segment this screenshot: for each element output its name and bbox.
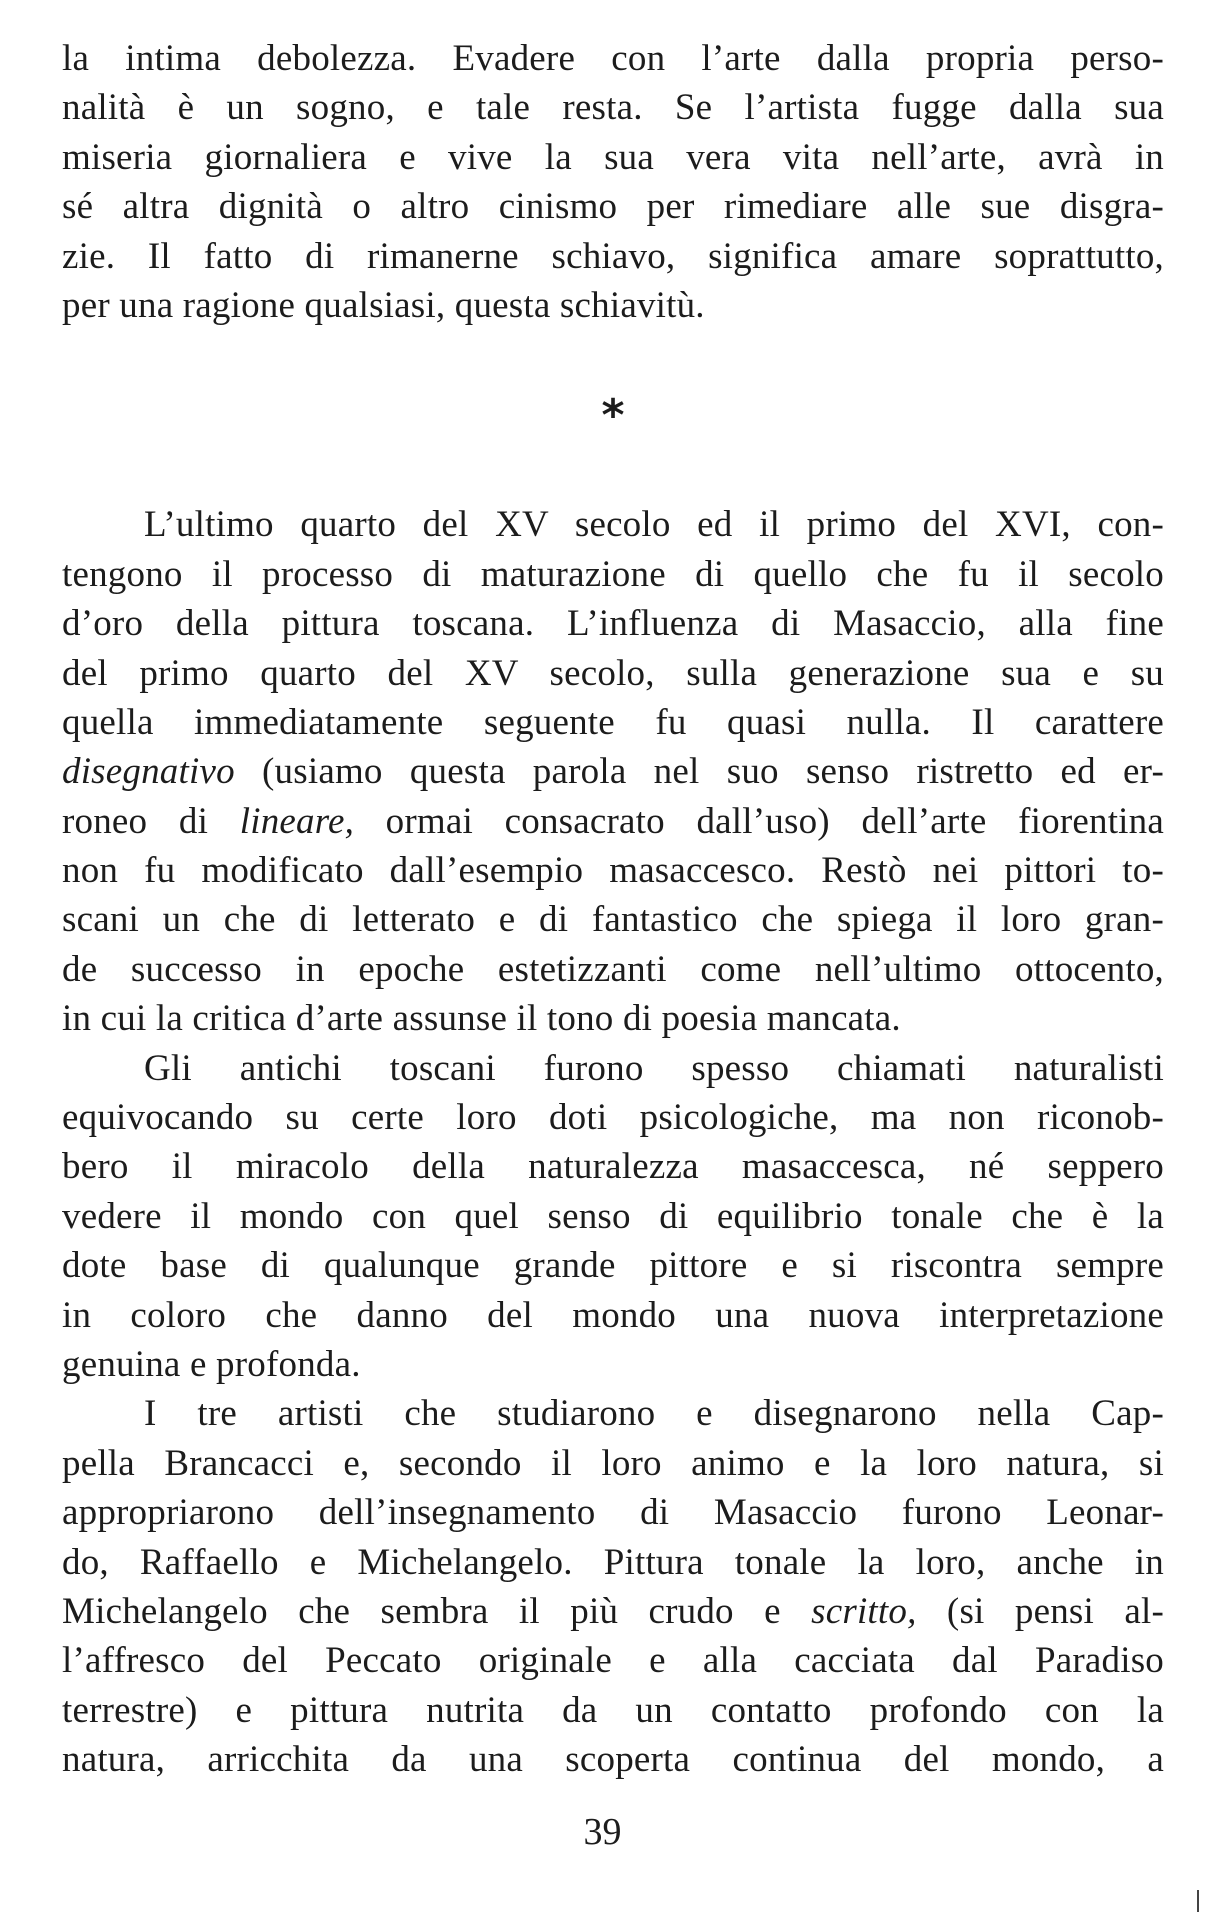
text-line	[62, 747, 1164, 796]
paragraph-quattrocento	[62, 500, 1164, 1043]
text-line: L’ultimo quarto del XV secolo ed il primo del XVI, con-	[144, 504, 1164, 546]
italic-term: scritto,	[811, 1590, 917, 1632]
text-line: equivocando su certe loro doti psicologiche, ma non riconob-	[62, 1097, 1164, 1139]
line-text: Michelangelo che sembra il più crudo e	[62, 1590, 812, 1632]
text-line: nalità è un sogno, e tale resta. Se l’artista fugge dalla sua	[62, 87, 1164, 129]
text-line: zie. Il fatto di rimanerne schiavo, significa amare soprattutto,	[62, 235, 1164, 277]
text-line: scani un che di letterato e di fantastico che spiega il loro gran-	[62, 899, 1164, 941]
text-line: I tre artisti che studiarono e disegnarono nella Cap-	[144, 1393, 1164, 1435]
text-line: vedere il mondo con quel senso di equilibrio tonale che è la	[62, 1195, 1164, 1237]
text-line: tengono il processo di maturazione di quello che fu il secolo	[62, 553, 1164, 595]
text-line: terrestre) e pittura nutrita da un contatto profondo con la	[62, 1689, 1164, 1731]
text-line: sé altra dignità o altro cinismo per rimediare alle sue disgra-	[62, 186, 1164, 228]
section-separator-asterisk: *	[601, 390, 625, 442]
italic-term: disegnativo	[62, 751, 235, 793]
text-line: de successo in epoche estetizzanti come nell’ultimo ottocento,	[62, 948, 1164, 990]
line-text: ormai consacrato dall’uso) dell’arte fiorentina	[354, 800, 1164, 842]
text-line: miseria giornaliera e vive la sua vera vita nell’arte, avrà in	[62, 136, 1164, 178]
text-line: Gli antichi toscani furono spesso chiamati naturalisti	[144, 1047, 1164, 1089]
text-line: del primo quarto del XV secolo, sulla generazione sua e su	[62, 652, 1164, 694]
paragraph-tre-artisti	[62, 1389, 1164, 1784]
book-page	[62, 34, 1164, 1785]
text-line: pella Brancacci e, secondo il loro animo e la loro natura, si	[62, 1442, 1164, 1484]
paragraph-antichi-toscani	[62, 1044, 1164, 1390]
text-line: per una ragione qualsiasi, questa schiavitù.	[62, 284, 705, 326]
text-line: d’oro della pittura toscana. L’influenza di Masaccio, alla fine	[62, 603, 1164, 645]
line-text: roneo di	[62, 800, 240, 842]
text-line: genuina e profonda.	[62, 1343, 361, 1385]
line-text: (usiamo questa parola nel suo senso ristretto ed er-	[234, 751, 1164, 793]
italic-term: lineare,	[239, 800, 355, 842]
text-line	[62, 797, 1164, 846]
text-line: natura, arricchita da una scoperta continua del mondo, a	[62, 1739, 1164, 1781]
paragraph-continuation	[62, 34, 1164, 330]
scan-edge-mark	[1197, 1890, 1199, 1912]
text-line: in cui la critica d’arte assunse il tono di poesia mancata.	[62, 998, 901, 1040]
text-line: dote base di qualunque grande pittore e si riscontra sempre	[62, 1245, 1164, 1287]
text-line: la intima debolezza. Evadere con l’arte dalla propria perso-	[62, 38, 1164, 79]
text-line: l’affresco del Peccato originale e alla cacciata dal Paradiso	[62, 1640, 1164, 1682]
text-line: do, Raffaello e Michelangelo. Pittura tonale la loro, anche in	[62, 1541, 1164, 1583]
text-line: in coloro che danno del mondo una nuova interpretazione	[62, 1294, 1164, 1336]
text-line: appropriarono dell’insegnamento di Masaccio furono Leonar-	[62, 1492, 1164, 1534]
text-line	[62, 1587, 1164, 1636]
text-line: bero il miracolo della naturalezza masaccesca, né seppero	[62, 1146, 1164, 1188]
text-line: quella immediatamente seguente fu quasi nulla. Il carattere	[62, 701, 1164, 743]
page-number: 39	[583, 1811, 622, 1853]
line-text: (si pensi al-	[916, 1590, 1164, 1632]
text-line: non fu modificato dall’esempio masaccesco. Restò nei pittori to-	[62, 850, 1164, 892]
